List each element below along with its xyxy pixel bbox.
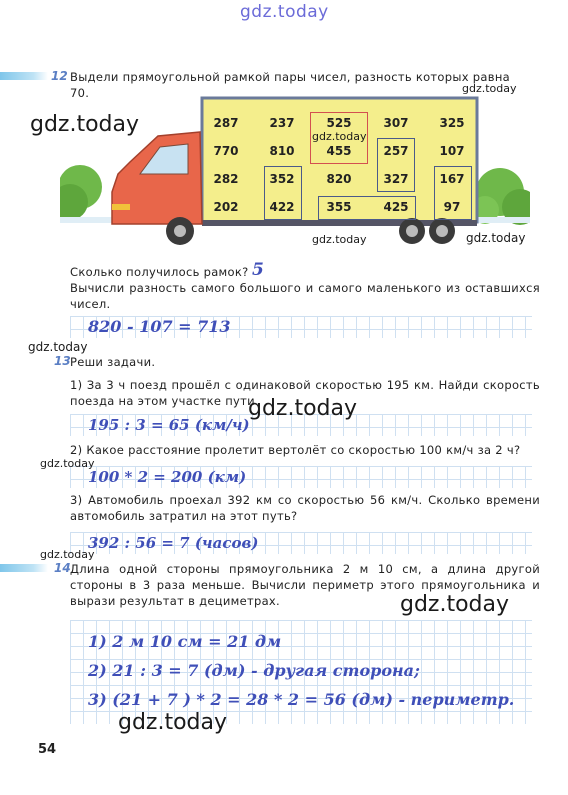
grid-cell: 327 [383, 172, 409, 186]
grid-cell: 237 [269, 116, 295, 130]
grid-cell: 820 [326, 172, 352, 186]
task13-answer-2: 100 * 2 = 200 (км) [88, 468, 247, 486]
task12-text: Выдели прямоугольной рамкой пары чисел, разность которых равна 70. [70, 70, 511, 100]
task14-stripe [0, 564, 48, 572]
answer-frame [377, 138, 415, 192]
task12-answer-count: 5 [252, 260, 264, 280]
grid-cell: 202 [213, 200, 239, 214]
grid-cell: 770 [213, 144, 239, 158]
task13-problem-3: 3) Автомобиль проехал 392 км со скоростью 56 км/ч. Сколько времени автомобиль затратил на этот путь? [70, 493, 540, 523]
grid-cell: 287 [213, 116, 239, 130]
task13-answer-1: 195 : 3 = 65 (км/ч) [88, 416, 250, 434]
grid-cell: 325 [439, 116, 465, 130]
task13-number: 13 [54, 354, 71, 368]
answer-frame [318, 196, 416, 220]
watermark: gdz.today [312, 233, 367, 246]
page-number: 54 [38, 742, 57, 757]
watermark: gdz.today [28, 340, 88, 354]
task14-number: 14 [54, 561, 71, 575]
watermark: gdz.today [40, 548, 95, 561]
task13-title: Реши задачи. [70, 355, 156, 369]
watermark: gdz.today [40, 457, 95, 470]
grid-cell: 107 [439, 144, 465, 158]
grid-cell: 97 [443, 200, 461, 214]
grid-cell: 810 [269, 144, 295, 158]
task12-number: 12 [51, 69, 68, 83]
grid-cell: 455 [326, 144, 352, 158]
watermark: gdz.today [400, 592, 510, 617]
task14-text: Длина одной стороны прямоугольника 2 м 10 см, а длина другой стороны в 3 раза меньше. Вычисли периметр этого прямоугольника и вырази результат в дециметрах. [70, 562, 540, 608]
watermark: gdz.today [312, 130, 367, 143]
watermark: gdz.today [30, 112, 140, 137]
grid-cell: 167 [439, 172, 465, 186]
grid-cell: 352 [269, 172, 295, 186]
grid-cell: 425 [383, 200, 409, 214]
header-watermark: gdz.today [240, 2, 329, 22]
task14-answer-1: 1) 2 м 10 см = 21 дм [88, 632, 282, 651]
answer-frame [264, 166, 302, 220]
task12-question: Сколько получилось рамок? [70, 265, 249, 279]
watermark: gdz.today [118, 710, 228, 735]
grid-cell: 307 [383, 116, 409, 130]
grid-cell: 257 [383, 144, 409, 158]
task12-answer: 820 - 107 = 713 [88, 317, 231, 336]
watermark: gdz.today [462, 82, 517, 95]
grid-cell: 355 [326, 200, 352, 214]
watermark: gdz.today [248, 396, 358, 421]
task13-problem-2: 2) Какое расстояние пролетит вертолёт со скоростью 100 км/ч за 2 ч? [70, 443, 521, 457]
task12-instruction: Вычисли разность самого большого и самого маленького из оставшихся чисел. [70, 281, 540, 311]
grid-cell: 422 [269, 200, 295, 214]
watermark: gdz.today [466, 231, 526, 245]
grid-cell: 282 [213, 172, 239, 186]
answer-frame [434, 166, 472, 220]
task13-problem-1: 1) За 3 ч поезд прошёл с одинаковой скоростью 195 км. Найди скорость поезда на этом участке пути. [70, 378, 540, 408]
task13-answer-3: 392 : 56 = 7 (часов) [88, 534, 259, 552]
task12-stripe [0, 72, 48, 80]
task14-answer-3: 3) (21 + 7 ) * 2 = 28 * 2 = 56 (дм) - периметр. [88, 690, 515, 709]
task14-answer-2: 2) 21 : 3 = 7 (дм) - другая сторона; [88, 661, 420, 680]
grid-cell: 525 [326, 116, 352, 130]
